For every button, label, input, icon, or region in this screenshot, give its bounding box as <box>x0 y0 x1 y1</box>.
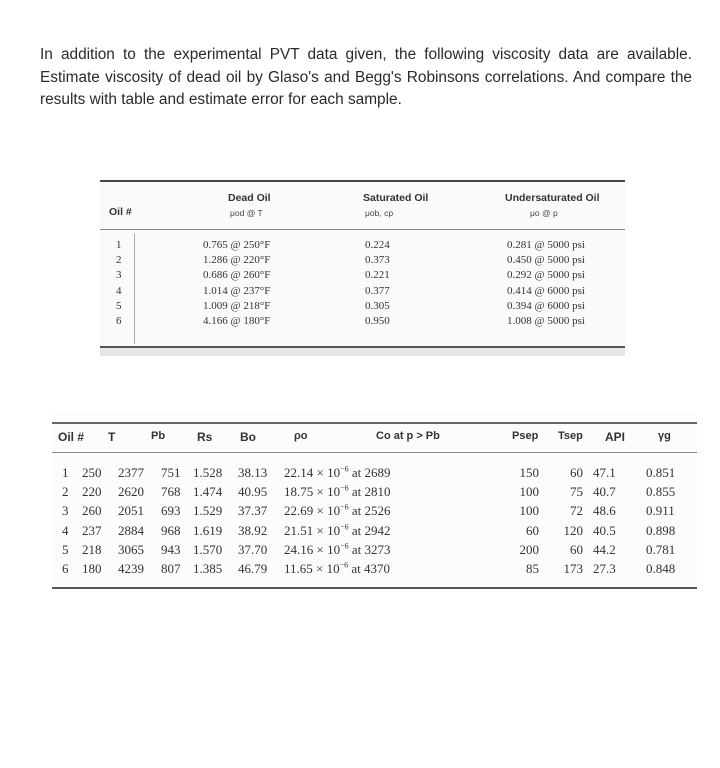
table-cell: 2884 <box>118 522 144 538</box>
table-cell: 6 <box>116 315 122 328</box>
table-cell: 100 <box>519 484 539 500</box>
table-cell: 250 <box>82 465 102 480</box>
header-temperature: T <box>108 430 116 444</box>
table-cell: 2620 <box>118 484 144 500</box>
co-pressure: at 2689 <box>348 465 391 480</box>
table-cell: 40.5 <box>593 522 616 538</box>
table-cell: 85 <box>526 561 539 577</box>
table-cell: 44.2 <box>593 541 616 557</box>
column-separator-temperature <box>548 463 583 578</box>
table-cell: 1.286 @ 220°F <box>203 254 271 267</box>
table-cell: 3 <box>116 269 122 282</box>
table-cell: 1 <box>62 465 69 480</box>
co-exponent: −6 <box>340 541 349 551</box>
header-undersaturated-oil-sub: μo @ p <box>530 208 558 218</box>
column-oil-number <box>62 463 69 578</box>
header-saturated-oil: Saturated Oil <box>363 192 429 204</box>
table-cell: 218 <box>82 541 102 557</box>
table-cell: 751 <box>161 465 181 480</box>
table-cell: 5 <box>116 299 122 312</box>
table-cell: 1.529 <box>193 503 223 519</box>
table-rule-header <box>52 452 697 453</box>
header-separator-temperature: Tsep <box>558 430 583 442</box>
co-pressure: at 3273 <box>348 541 391 557</box>
table-rule-header <box>100 229 625 230</box>
table-rule-bottom <box>52 587 697 589</box>
table-cell: 0.221 <box>365 269 390 282</box>
column-oil-density <box>238 463 267 578</box>
header-gas-specific-gravity: γg <box>658 430 671 442</box>
header-formation-volume-factor: Bo <box>240 430 256 444</box>
header-oil-number: Oil # <box>109 206 132 218</box>
co-mantissa: 22.69 × 10 <box>284 503 341 519</box>
co-mantissa: 11.65 × 10 <box>284 561 340 577</box>
header-compressibility: Co at p > Pb <box>376 430 440 442</box>
co-pressure: at 2810 <box>348 484 391 500</box>
table-cell: 60 <box>570 541 583 557</box>
table-cell: 3 <box>62 503 69 519</box>
table-cell: 4 <box>62 522 69 538</box>
table-cell: 807 <box>161 561 181 577</box>
table-cell <box>284 463 391 482</box>
table-cell: 0.851 <box>646 465 676 480</box>
column-undersaturated-oil <box>507 238 585 329</box>
column-saturated-oil <box>365 238 390 329</box>
table-cell: 47.1 <box>593 465 616 480</box>
table-cell: 943 <box>161 541 181 557</box>
table-cell: 0.373 <box>365 254 390 267</box>
pvt-data-table <box>52 414 697 592</box>
table-cell: 38.13 <box>238 465 268 480</box>
column-solution-gor <box>161 463 181 578</box>
table-cell: 0.686 @ 260°F <box>203 269 271 282</box>
table-cell: 2051 <box>118 503 144 519</box>
table-cell: 0.898 <box>646 522 676 538</box>
table-cell: 37.70 <box>238 541 268 557</box>
table-cell: 1.008 @ 5000 psi <box>507 315 585 328</box>
table-cell: 2 <box>62 484 69 500</box>
header-undersaturated-oil: Undersaturated Oil <box>505 192 600 204</box>
table-cell: 180 <box>82 561 102 577</box>
table-cell: 237 <box>82 522 102 538</box>
table-cell: 1.570 <box>193 541 223 557</box>
table-cell: 6 <box>62 561 69 577</box>
column-compressibility <box>284 463 391 578</box>
table-column-divider <box>134 234 135 344</box>
column-separator-pressure <box>504 463 539 578</box>
header-dead-oil-sub: μod @ T <box>230 208 263 218</box>
table-cell: 3065 <box>118 541 144 557</box>
table-cell: 0.394 @ 6000 psi <box>507 299 585 312</box>
table-cell <box>284 521 391 540</box>
column-api-gravity <box>593 463 616 578</box>
column-formation-volume-factor <box>193 463 222 578</box>
co-exponent: −6 <box>339 560 349 570</box>
co-mantissa: 18.75 × 10 <box>284 484 341 500</box>
co-exponent: −6 <box>340 464 349 474</box>
table-cell: 0.292 @ 5000 psi <box>507 269 585 282</box>
table-cell: 4.166 @ 180°F <box>203 315 271 328</box>
co-mantissa: 21.51 × 10 <box>284 522 341 538</box>
table-cell <box>284 540 391 559</box>
table-cell <box>284 559 391 578</box>
table-cell: 4239 <box>118 561 144 577</box>
table-cell: 1 <box>116 239 122 251</box>
column-oil-number <box>116 238 122 329</box>
table-cell: 0.848 <box>646 561 676 577</box>
table-cell: 0.950 <box>365 315 390 328</box>
co-pressure: at 2942 <box>348 522 391 538</box>
table-cell: 0.911 <box>646 503 675 519</box>
table-cell: 1.474 <box>193 484 223 500</box>
table-cell: 173 <box>563 561 583 577</box>
table-cell: 46.79 <box>238 561 268 577</box>
table-cell: 0.781 <box>646 541 676 557</box>
column-temperature <box>82 463 102 578</box>
table-cell: 693 <box>161 503 181 519</box>
table-cell: 2377 <box>118 465 144 480</box>
table-cell: 768 <box>161 484 181 500</box>
table-cell: 1.009 @ 218°F <box>203 299 271 312</box>
problem-statement: In addition to the experimental PVT data given, the following viscosity data are available. Estimate viscosity of dead oil by Glaso's and Begg's Robinsons correlations. And compare the results with table and estimate error for each sample. <box>40 46 692 109</box>
table-cell: 2 <box>116 254 122 267</box>
table-cell: 60 <box>526 522 539 538</box>
table-cell: 38.92 <box>238 522 268 538</box>
table-cell: 4 <box>116 284 122 297</box>
header-oil-number: Oil # <box>58 430 85 444</box>
header-api-gravity: API <box>605 430 626 444</box>
table-rule-top <box>52 422 697 424</box>
table-cell: 0.765 @ 250°F <box>203 239 271 251</box>
table-cell <box>284 482 391 501</box>
table-cell: 40.95 <box>238 484 268 500</box>
table-cell: 0.450 @ 5000 psi <box>507 254 585 267</box>
co-exponent: −6 <box>340 483 349 493</box>
table-cell: 0.855 <box>646 484 676 500</box>
table-cell: 48.6 <box>593 503 616 519</box>
header-solution-gor: Rs <box>197 430 213 444</box>
table-cell <box>284 501 391 520</box>
table-cell: 120 <box>563 522 583 538</box>
table-cell: 72 <box>570 503 583 519</box>
table-cell: 75 <box>570 484 583 500</box>
table-shadow <box>100 348 625 356</box>
co-pressure: at 2526 <box>348 503 391 519</box>
table-cell: 1.619 <box>193 522 223 538</box>
table-cell: 1.528 <box>193 465 223 480</box>
table-cell: 60 <box>570 465 583 480</box>
table-rule-top <box>100 180 625 182</box>
co-mantissa: 24.16 × 10 <box>284 541 341 557</box>
column-gas-specific-gravity <box>646 463 675 578</box>
table-cell: 220 <box>82 484 102 500</box>
table-cell: 40.7 <box>593 484 616 500</box>
table-cell: 100 <box>519 503 539 519</box>
co-exponent: −6 <box>340 522 349 532</box>
table-cell: 0.414 @ 6000 psi <box>507 284 585 297</box>
table-cell: 37.37 <box>238 503 268 519</box>
header-bubble-point: Pb <box>151 430 166 442</box>
table-cell: 968 <box>161 522 181 538</box>
table-cell: 27.3 <box>593 561 616 577</box>
table-cell: 1.385 <box>193 561 223 577</box>
table-cell: 200 <box>519 541 539 557</box>
co-pressure: at 4370 <box>348 561 391 577</box>
column-dead-oil <box>203 238 270 329</box>
table-cell: 260 <box>82 503 102 519</box>
table-cell: 5 <box>62 541 69 557</box>
table-cell: 0.305 <box>365 299 390 312</box>
header-separator-pressure: Psep <box>512 430 539 442</box>
table-cell: 0.377 <box>365 284 390 297</box>
header-dead-oil: Dead Oil <box>228 192 271 204</box>
table-cell: 150 <box>519 465 539 480</box>
header-saturated-oil-sub: μob, cp <box>365 208 394 218</box>
table-cell: 0.281 @ 5000 psi <box>507 239 585 251</box>
column-bubble-point <box>118 463 144 578</box>
co-mantissa: 22.14 × 10 <box>284 465 341 480</box>
table-cell: 1.014 @ 237°F <box>203 284 271 297</box>
header-oil-density: ρo <box>294 430 308 442</box>
viscosity-table <box>100 180 625 355</box>
table-cell: 0.224 <box>365 239 390 251</box>
co-exponent: −6 <box>340 503 349 513</box>
